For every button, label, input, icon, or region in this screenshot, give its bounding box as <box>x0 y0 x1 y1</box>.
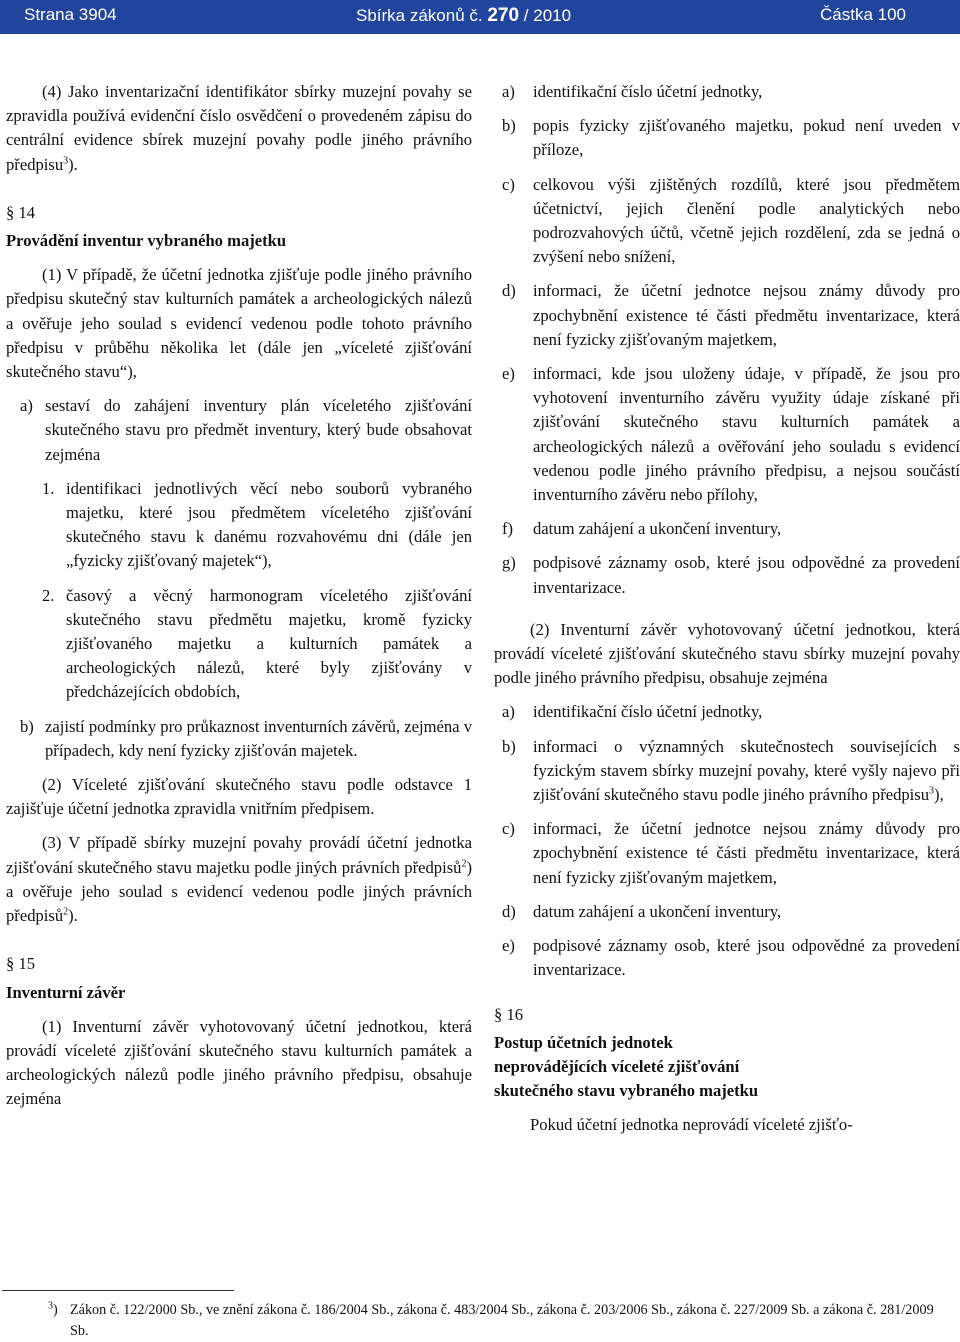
item-label: e) <box>502 364 515 384</box>
footnote-ref: 2 <box>461 858 467 870</box>
item-text: podpisové záznamy osob, které jsou odpovědné za provedení inventarizace. <box>533 936 960 980</box>
item-text: zajistí podmínky pro průkaznost inventurních závěrů, zejména v případech, kdy není fyzicky zjišťován majetek. <box>45 716 472 760</box>
item-label: g) <box>502 553 516 573</box>
item-text: časový a věcný harmonogram víceletého zjišťování skutečného stavu předmětu majetku, kromě fyzicky zjišťovaného majetku a kulturních památek a archeologických nálezů, které byly zjišťovány v předcházejících obdobích, <box>66 585 472 702</box>
s14-subitem-1 <box>6 477 472 574</box>
s15-p2-item-a <box>494 700 960 724</box>
item-text: podpisové záznamy osob, které jsou odpovědné za provedení inventarizace. <box>533 553 960 597</box>
s15-paragraph-2: (2) Inventurní závěr vyhotovovaný účetní jednotkou, která provádí víceleté zjišťování skutečného stavu sbírky muzejní povahy podle jiného právního předpisu, obsahuje zejména <box>494 619 960 688</box>
law-year: / 2010 <box>523 6 572 25</box>
s15-p1-item <box>494 114 960 162</box>
s15-p2-item-e <box>494 934 960 982</box>
p3-text-b: ) a ověřuje jeho soulad s evidencí vedenou podle jiných právních předpisů <box>6 857 472 926</box>
section-16-title-line-2: neprovádějících víceleté zjišťování <box>494 1056 740 1076</box>
item-b-end: ), <box>934 785 944 805</box>
section-16-title-line-1: Postup účetních jednotek <box>494 1032 673 1052</box>
collection-prefix: Sbírka zákonů č. <box>356 6 483 25</box>
section-14-title: Provádění inventur vybraného majetku <box>6 231 287 251</box>
s15-paragraph-1: (1) Inventurní závěr vyhotovovaný účetní jednotkou, která provádí víceleté zjišťování skutečného stavu kulturních památek a archeologických nálezů podle jiného právního předpisu, obsahuje zejména <box>6 1016 472 1109</box>
p3-text-a: (3) V případě sbírky muzejní povahy provádí účetní jednotka zjišťování skutečného stavu majetku podle jiných právních předpisů <box>6 833 472 877</box>
item-label: d) <box>502 901 516 921</box>
s16-paragraph-1: Pokud účetní jednotka neprovádí víceleté zjišťo- <box>530 1115 853 1135</box>
footnote-ref: 2 <box>63 906 69 918</box>
s15-p2-item-d <box>494 900 960 924</box>
page-header <box>0 0 960 34</box>
s14-subitem-2 <box>6 584 472 705</box>
item-label: a) <box>502 82 515 101</box>
item-label: c) <box>502 819 515 839</box>
footnote-ref: 3 <box>63 155 69 167</box>
item-label: c) <box>502 174 515 194</box>
footnote-text: Zákon č. 122/2000 Sb., ve znění zákona č. 186/2004 Sb., zákona č. 483/2004 Sb., zákona č. 203/2006 Sb., zákona č. 227/2009 Sb. a zákona č. 281/2009 Sb. <box>70 1302 934 1339</box>
item-text: datum zahájení a ukončení inventury, <box>533 901 782 921</box>
item-text <box>533 735 960 808</box>
section-16-number: § 16 <box>494 1004 524 1024</box>
footnote-number <box>48 1300 58 1321</box>
s14-paragraph-3 <box>6 831 472 928</box>
s15-p1-item <box>494 173 960 270</box>
collection-title <box>356 5 571 27</box>
footnote-ref: 3 <box>929 785 935 797</box>
item-label: e) <box>502 936 515 956</box>
item-text: sestaví do zahájení inventury plán víceletého zjišťování skutečného stavu pro předmět inventury, který bude obsahovat zejména <box>45 396 472 464</box>
s15-p2-item-c <box>494 817 960 890</box>
s14-item-b <box>6 715 472 763</box>
page-number: Strana 3904 <box>24 5 117 24</box>
s14-paragraph-1: (1) V případě, že účetní jednotka zjišťuje podle jiného právního předpisu skutečný stav kulturních památek a archeologických nálezů a ověřuje jeho soulad s evidencí vedenou podle tohoto právního předpisu v průběhu několika let (dále jen „víceleté zjišťování skutečného stavu“), <box>6 265 472 382</box>
left-column <box>6 80 472 1112</box>
item-text: informaci, že účetní jednotce nejsou známy důvody pro zpochybnění existence té části předmětu inventarizace, která není fyzicky zjišťovaným majetkem, <box>533 281 960 349</box>
paragraph-4-text: (4) Jako inventarizační identifikátor sbírky muzejní povahy se zpravidla používá evidenční číslo osvědčení o provedeném zápisu do centrální evidence sbírek muzejní povahy podle jiného právního předpisu <box>6 82 472 174</box>
item-label: d) <box>502 281 516 301</box>
section-16-title-line-3: skutečného stavu vybraného majetku <box>494 1081 759 1101</box>
item-text: identifikační číslo účetní jednotky, <box>533 702 763 722</box>
p3-text-c: ). <box>68 906 78 926</box>
law-number: 270 <box>487 5 520 26</box>
item-text: popis fyzicky zjišťovaného majetku, pokud není uveden v příloze, <box>533 116 960 160</box>
item-label: b) <box>502 116 516 136</box>
item-b-text: informaci o významných skutečnostech souvisejících s fyzickým stavem sbírky muzejní povahy, které vyšly najevo při zjišťování skutečného stavu podle jiného právního předpisu <box>533 736 960 805</box>
section-15-number: § 15 <box>6 954 36 974</box>
item-text: datum zahájení a ukončení inventury, <box>533 519 782 539</box>
footnote-num: 3 <box>48 1300 53 1312</box>
s15-p1-item <box>494 362 960 507</box>
s15-p1-item <box>494 517 960 541</box>
item-label: a) <box>20 396 33 416</box>
section-14-number: § 14 <box>6 202 36 222</box>
s15-p1-item <box>494 80 960 104</box>
footnote <box>48 1300 948 1342</box>
item-label: b) <box>20 716 34 736</box>
paragraph-4 <box>6 80 472 177</box>
footnote-num-end: ) <box>53 1302 58 1318</box>
item-label: a) <box>502 702 515 722</box>
item-text: informaci, kde jsou uloženy údaje, v případě, že jsou pro vyhotovení inventurního závěru využity údaje získané při zjišťování skutečného stavu kulturních památek a archeologických nálezů a ověřování jeho souladu s evidencí vedenou podle jiného právního předpisu, a nejsou součástí inventurního závěru nebo přílohy, <box>533 364 960 505</box>
item-label: 1. <box>42 478 55 498</box>
item-label: f) <box>502 519 514 539</box>
issue-part: Částka 100 <box>820 5 906 24</box>
item-text: identifikační číslo účetní jednotky, <box>533 82 763 101</box>
s15-p1-item <box>494 279 960 352</box>
paragraph-4-end: ). <box>68 154 78 174</box>
s15-p2-item-b <box>494 735 960 808</box>
right-column <box>494 80 960 1138</box>
item-text: celkovou výši zjištěných rozdílů, které jsou předmětem účetnictví, jejich členění podle analytických nebo podrozvahových účtů, včetně jejich rozdělení, zda se jedná o zvýšení nebo snížení, <box>533 174 960 267</box>
s14-item-a <box>6 394 472 467</box>
s15-p1-list <box>494 80 960 600</box>
item-label: 2. <box>42 585 55 605</box>
item-label: b) <box>502 736 516 756</box>
item-text: informaci, že účetní jednotce nejsou známy důvody pro zpochybnění existence té části předmětu inventarizace, která není fyzicky zjišťovaným majetkem, <box>533 819 960 887</box>
s15-p1-item <box>494 551 960 599</box>
s14-paragraph-2: (2) Víceleté zjišťování skutečného stavu podle odstavce 1 zajišťuje účetní jednotka zpravidla vnitřním předpisem. <box>6 775 472 819</box>
footnote-divider <box>2 1290 234 1291</box>
item-text: identifikaci jednotlivých věcí nebo souborů vybraného majetku, které jsou předmětem víceletého zjišťování skutečného stavu k danému rozvahovému dni (dále jen „fyzicky zjišťovaný majetek“), <box>66 478 472 571</box>
section-15-title: Inventurní závěr <box>6 982 126 1002</box>
